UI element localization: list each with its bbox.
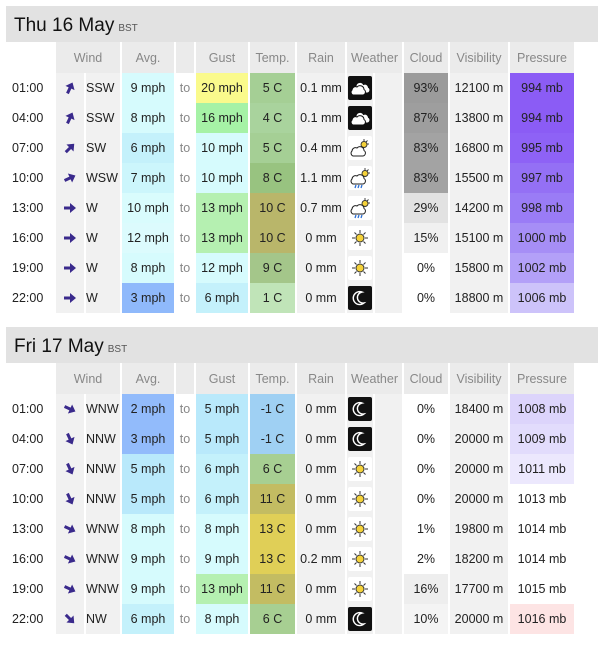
- rain-cell: 0 mm: [297, 454, 345, 484]
- weather-icon-cell: [347, 73, 373, 103]
- rain-cell: 0 mm: [297, 604, 345, 634]
- sun-icon: [348, 256, 372, 280]
- wind-direction-arrow-icon: [56, 574, 84, 604]
- visibility-cell: 15100 m: [450, 223, 508, 253]
- temperature-cell: 5 C: [250, 133, 295, 163]
- wind-direction-arrow-icon: [56, 193, 84, 223]
- weather-icon-cell: [347, 514, 373, 544]
- cloud-cover-cell: 16%: [404, 574, 448, 604]
- header-avg: Avg.: [122, 42, 174, 73]
- forecast-row: [6, 424, 574, 454]
- visibility-cell: 16800 m: [450, 133, 508, 163]
- to-label: to: [179, 201, 191, 215]
- header-temp: Temp.: [250, 42, 295, 73]
- day-section: [6, 327, 598, 634]
- wind-avg-cell: 8 mph: [122, 253, 174, 283]
- pressure-cell: 1015 mb: [510, 574, 574, 604]
- weather-pad: [375, 544, 402, 574]
- forecast-table: [4, 42, 576, 313]
- temperature-cell: 11 C: [250, 484, 295, 514]
- rain-cell: 0 mm: [297, 424, 345, 454]
- header-cloud: Cloud: [404, 42, 448, 73]
- temperature-cell: 6 C: [250, 604, 295, 634]
- temperature-cell: 1 C: [250, 283, 295, 313]
- weather-icon-cell: [347, 454, 373, 484]
- visibility-cell: 18800 m: [450, 283, 508, 313]
- weather-pad: [375, 283, 402, 313]
- wind-direction-arrow-icon: [56, 454, 84, 484]
- cloud-cover-cell: 10%: [404, 604, 448, 634]
- temperature-cell: 5 C: [250, 73, 295, 103]
- weather-pad: [375, 604, 402, 634]
- weather-pad: [375, 193, 402, 223]
- to-label: to: [179, 171, 191, 185]
- header-visibility: Visibility: [450, 363, 508, 394]
- header-weather: Weather: [347, 363, 402, 394]
- weather-icon-cell: [347, 544, 373, 574]
- wind-gust-cell: 5 mph: [196, 394, 248, 424]
- header-temp: Temp.: [250, 363, 295, 394]
- rain-cell: 0 mm: [297, 484, 345, 514]
- wind-avg-cell: 5 mph: [122, 484, 174, 514]
- wind-avg-cell: 6 mph: [122, 604, 174, 634]
- weather-pad: [375, 514, 402, 544]
- cloud-cover-cell: 83%: [404, 133, 448, 163]
- weather-pad: [375, 574, 402, 604]
- time-cell: 22:00: [12, 291, 44, 305]
- visibility-cell: 18200 m: [450, 544, 508, 574]
- temperature-cell: 11 C: [250, 574, 295, 604]
- wind-direction-cell: SW: [86, 133, 120, 163]
- cloud-cover-cell: 0%: [404, 283, 448, 313]
- weather-icon-cell: [347, 484, 373, 514]
- pressure-cell: 1016 mb: [510, 604, 574, 634]
- rain-cell: 0.1 mm: [297, 103, 345, 133]
- wind-direction-cell: W: [86, 223, 120, 253]
- wind-avg-cell: 8 mph: [122, 514, 174, 544]
- time-cell: 10:00: [12, 492, 44, 506]
- cloud-cover-cell: 29%: [404, 193, 448, 223]
- pressure-cell: 1000 mb: [510, 223, 574, 253]
- wind-direction-arrow-icon: [56, 604, 84, 634]
- weather-icon-cell: [347, 604, 373, 634]
- header-wind: Wind: [56, 42, 120, 73]
- wind-direction-cell: NNW: [86, 454, 120, 484]
- weather-pad: [375, 484, 402, 514]
- day-title: [14, 336, 127, 358]
- wind-avg-cell: 5 mph: [122, 454, 174, 484]
- visibility-cell: 18400 m: [450, 394, 508, 424]
- cloud-cover-cell: 0%: [404, 484, 448, 514]
- wind-gust-cell: 6 mph: [196, 484, 248, 514]
- weather-pad: [375, 103, 402, 133]
- forecast-table: [4, 363, 576, 634]
- rain-cell: 0.4 mm: [297, 133, 345, 163]
- wind-direction-cell: WNW: [86, 394, 120, 424]
- time-cell: 22:00: [12, 612, 44, 626]
- pressure-cell: 998 mb: [510, 193, 574, 223]
- cloud-cover-cell: 2%: [404, 544, 448, 574]
- header-gust: Gust: [196, 363, 248, 394]
- moon-icon: [348, 397, 372, 421]
- cloud-cover-cell: 15%: [404, 223, 448, 253]
- weather-pad: [375, 454, 402, 484]
- time-cell: 16:00: [12, 231, 44, 245]
- time-cell: 13:00: [12, 522, 44, 536]
- wind-gust-cell: 5 mph: [196, 424, 248, 454]
- weather-icon-cell: [347, 193, 373, 223]
- wind-avg-cell: 6 mph: [122, 133, 174, 163]
- forecast-row: [6, 223, 574, 253]
- wind-gust-cell: 6 mph: [196, 454, 248, 484]
- cloud-cover-cell: 83%: [404, 163, 448, 193]
- forecast-row: [6, 604, 574, 634]
- to-label: to: [179, 231, 191, 245]
- to-label: to: [179, 291, 191, 305]
- time-cell: 13:00: [12, 201, 44, 215]
- pressure-cell: 1011 mb: [510, 454, 574, 484]
- header-pressure: Pressure: [510, 42, 574, 73]
- visibility-cell: 20000 m: [450, 484, 508, 514]
- wind-avg-cell: 9 mph: [122, 73, 174, 103]
- cloud-cover-cell: 1%: [404, 514, 448, 544]
- wind-direction-cell: SSW: [86, 103, 120, 133]
- header-avg: Avg.: [122, 363, 174, 394]
- temperature-cell: -1 C: [250, 394, 295, 424]
- wind-direction-cell: NW: [86, 604, 120, 634]
- wind-gust-cell: 10 mph: [196, 163, 248, 193]
- to-label: to: [179, 552, 191, 566]
- day-header: [6, 327, 598, 363]
- wind-direction-arrow-icon: [56, 223, 84, 253]
- wind-direction-arrow-icon: [56, 133, 84, 163]
- visibility-cell: 13800 m: [450, 103, 508, 133]
- wind-avg-cell: 7 mph: [122, 163, 174, 193]
- day-section: [6, 6, 598, 313]
- rain-cell: 0 mm: [297, 253, 345, 283]
- rain-cell: 0.1 mm: [297, 73, 345, 103]
- weather-pad: [375, 253, 402, 283]
- temperature-cell: 10 C: [250, 223, 295, 253]
- rain-cell: 0 mm: [297, 223, 345, 253]
- wind-gust-cell: 13 mph: [196, 574, 248, 604]
- time-cell: 07:00: [12, 141, 44, 155]
- wind-gust-cell: 13 mph: [196, 193, 248, 223]
- header-to-spacer: [176, 42, 194, 73]
- weather-pad: [375, 133, 402, 163]
- wind-avg-cell: 3 mph: [122, 283, 174, 313]
- weather-pad: [375, 424, 402, 454]
- weather-pad: [375, 223, 402, 253]
- visibility-cell: 15800 m: [450, 253, 508, 283]
- wind-direction-arrow-icon: [56, 283, 84, 313]
- rain-cell: 0.7 mm: [297, 193, 345, 223]
- cloud-cover-cell: 0%: [404, 454, 448, 484]
- rain-sun-icon: [348, 196, 372, 220]
- weather-icon-cell: [347, 103, 373, 133]
- header-gust: Gust: [196, 42, 248, 73]
- wind-direction-arrow-icon: [56, 514, 84, 544]
- wind-direction-cell: SSW: [86, 73, 120, 103]
- wind-direction-arrow-icon: [56, 253, 84, 283]
- wind-gust-cell: 6 mph: [196, 283, 248, 313]
- sun-icon: [348, 517, 372, 541]
- moon-icon: [348, 607, 372, 631]
- forecast-row: [6, 484, 574, 514]
- wind-direction-cell: WNW: [86, 514, 120, 544]
- pressure-cell: 1014 mb: [510, 544, 574, 574]
- time-cell: 01:00: [12, 81, 44, 95]
- weather-icon-cell: [347, 574, 373, 604]
- cloud-icon: [348, 106, 372, 130]
- pressure-cell: 1008 mb: [510, 394, 574, 424]
- wind-direction-arrow-icon: [56, 484, 84, 514]
- wind-avg-cell: 12 mph: [122, 223, 174, 253]
- weather-icon-cell: [347, 394, 373, 424]
- pressure-cell: 994 mb: [510, 103, 574, 133]
- rain-cell: 1.1 mm: [297, 163, 345, 193]
- wind-direction-arrow-icon: [56, 163, 84, 193]
- timezone-label: BST: [118, 23, 138, 34]
- wind-direction-cell: NNW: [86, 424, 120, 454]
- wind-gust-cell: 20 mph: [196, 73, 248, 103]
- pressure-cell: 997 mb: [510, 163, 574, 193]
- timezone-label: BST: [107, 344, 128, 355]
- time-cell: 19:00: [12, 261, 44, 275]
- forecast-row: [6, 394, 574, 424]
- wind-gust-cell: 16 mph: [196, 103, 248, 133]
- to-label: to: [179, 492, 191, 506]
- cloud-cover-cell: 0%: [404, 424, 448, 454]
- pressure-cell: 1006 mb: [510, 283, 574, 313]
- wind-gust-cell: 12 mph: [196, 253, 248, 283]
- wind-avg-cell: 9 mph: [122, 574, 174, 604]
- forecast-row: [6, 193, 574, 223]
- temperature-cell: 6 C: [250, 454, 295, 484]
- visibility-cell: 20000 m: [450, 454, 508, 484]
- to-label: to: [179, 612, 191, 626]
- rain-cell: 0 mm: [297, 574, 345, 604]
- to-label: to: [179, 261, 191, 275]
- pressure-cell: 994 mb: [510, 73, 574, 103]
- forecast-row: [6, 454, 574, 484]
- time-cell: 04:00: [12, 432, 44, 446]
- visibility-cell: 20000 m: [450, 604, 508, 634]
- header-visibility: Visibility: [450, 42, 508, 73]
- forecast-row: [6, 133, 574, 163]
- forecast-row: [6, 163, 574, 193]
- forecast-row: [6, 73, 574, 103]
- cloud-cover-cell: 0%: [404, 394, 448, 424]
- weather-icon-cell: [347, 133, 373, 163]
- time-cell: 07:00: [12, 462, 44, 476]
- wind-gust-cell: 8 mph: [196, 514, 248, 544]
- wind-avg-cell: 2 mph: [122, 394, 174, 424]
- time-cell: 10:00: [12, 171, 44, 185]
- temperature-cell: 13 C: [250, 514, 295, 544]
- to-label: to: [179, 582, 191, 596]
- forecast-row: [6, 283, 574, 313]
- wind-direction-arrow-icon: [56, 73, 84, 103]
- wind-direction-arrow-icon: [56, 424, 84, 454]
- forecast-row: [6, 103, 574, 133]
- temperature-cell: -1 C: [250, 424, 295, 454]
- rain-cell: 0 mm: [297, 394, 345, 424]
- wind-direction-cell: W: [86, 253, 120, 283]
- rain-sun-icon: [348, 166, 372, 190]
- wind-direction-arrow-icon: [56, 394, 84, 424]
- to-label: to: [179, 141, 191, 155]
- header-rain: Rain: [297, 42, 345, 73]
- to-label: to: [179, 111, 191, 125]
- header-pressure: Pressure: [510, 363, 574, 394]
- weather-icon-cell: [347, 424, 373, 454]
- wind-gust-cell: 8 mph: [196, 604, 248, 634]
- visibility-cell: 15500 m: [450, 163, 508, 193]
- day-date: Thu 16 May: [14, 15, 115, 36]
- moon-icon: [348, 427, 372, 451]
- cloud-cover-cell: 93%: [404, 73, 448, 103]
- pressure-cell: 1014 mb: [510, 514, 574, 544]
- visibility-cell: 14200 m: [450, 193, 508, 223]
- wind-direction-cell: WNW: [86, 544, 120, 574]
- temperature-cell: 8 C: [250, 163, 295, 193]
- temperature-cell: 4 C: [250, 103, 295, 133]
- wind-avg-cell: 9 mph: [122, 544, 174, 574]
- pressure-cell: 1002 mb: [510, 253, 574, 283]
- sun-icon: [348, 226, 372, 250]
- wind-direction-arrow-icon: [56, 103, 84, 133]
- wind-gust-cell: 10 mph: [196, 133, 248, 163]
- day-date: Fri 17 May: [14, 336, 104, 357]
- weather-pad: [375, 394, 402, 424]
- wind-avg-cell: 8 mph: [122, 103, 174, 133]
- time-cell: 01:00: [12, 402, 44, 416]
- temperature-cell: 9 C: [250, 253, 295, 283]
- moon-icon: [348, 286, 372, 310]
- to-label: to: [179, 81, 191, 95]
- forecast-row: [6, 544, 574, 574]
- wind-direction-cell: NNW: [86, 484, 120, 514]
- wind-direction-arrow-icon: [56, 544, 84, 574]
- weather-icon-cell: [347, 253, 373, 283]
- rain-cell: 0 mm: [297, 283, 345, 313]
- rain-cell: 0.2 mm: [297, 544, 345, 574]
- wind-direction-cell: WNW: [86, 574, 120, 604]
- header-weather: Weather: [347, 42, 402, 73]
- visibility-cell: 20000 m: [450, 424, 508, 454]
- weather-pad: [375, 73, 402, 103]
- cloud-cover-cell: 0%: [404, 253, 448, 283]
- sun-icon: [348, 457, 372, 481]
- to-label: to: [179, 462, 191, 476]
- pressure-cell: 995 mb: [510, 133, 574, 163]
- visibility-cell: 12100 m: [450, 73, 508, 103]
- to-label: to: [179, 402, 191, 416]
- to-label: to: [179, 432, 191, 446]
- forecast-row: [6, 253, 574, 283]
- day-header: [6, 6, 598, 42]
- visibility-cell: 19800 m: [450, 514, 508, 544]
- weather-icon-cell: [347, 283, 373, 313]
- sun-icon: [348, 547, 372, 571]
- wind-gust-cell: 9 mph: [196, 544, 248, 574]
- header-blank: [6, 363, 54, 394]
- sun-icon: [348, 577, 372, 601]
- sun-icon: [348, 487, 372, 511]
- cloud-sun-icon: [348, 136, 372, 160]
- temperature-cell: 10 C: [250, 193, 295, 223]
- header-blank: [6, 42, 54, 73]
- forecast-row: [6, 514, 574, 544]
- wind-gust-cell: 13 mph: [196, 223, 248, 253]
- forecast-row: [6, 574, 574, 604]
- wind-direction-cell: W: [86, 193, 120, 223]
- header-to-spacer: [176, 363, 194, 394]
- wind-direction-cell: W: [86, 283, 120, 313]
- temperature-cell: 13 C: [250, 544, 295, 574]
- weather-icon-cell: [347, 223, 373, 253]
- weather-icon-cell: [347, 163, 373, 193]
- visibility-cell: 17700 m: [450, 574, 508, 604]
- day-title: [14, 15, 138, 37]
- rain-cell: 0 mm: [297, 514, 345, 544]
- pressure-cell: 1013 mb: [510, 484, 574, 514]
- time-cell: 19:00: [12, 582, 44, 596]
- time-cell: 16:00: [12, 552, 44, 566]
- cloud-icon: [348, 76, 372, 100]
- wind-avg-cell: 3 mph: [122, 424, 174, 454]
- header-cloud: Cloud: [404, 363, 448, 394]
- wind-avg-cell: 10 mph: [122, 193, 174, 223]
- header-wind: Wind: [56, 363, 120, 394]
- wind-direction-cell: WSW: [86, 163, 120, 193]
- header-rain: Rain: [297, 363, 345, 394]
- weather-pad: [375, 163, 402, 193]
- pressure-cell: 1009 mb: [510, 424, 574, 454]
- time-cell: 04:00: [12, 111, 44, 125]
- to-label: to: [179, 522, 191, 536]
- cloud-cover-cell: 87%: [404, 103, 448, 133]
